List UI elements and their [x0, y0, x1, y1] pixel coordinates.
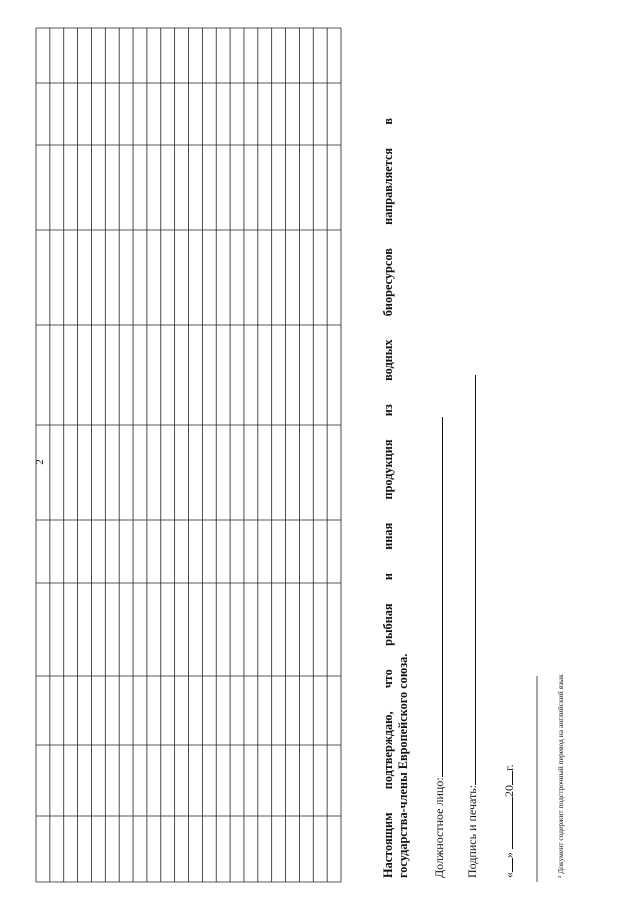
footnote: [556, 674, 565, 878]
date-close-quote: »: [502, 852, 516, 858]
footnote-text: Документ содержит подстрочный перевод на английский язык: [556, 674, 565, 874]
signature-label: Подпись и печать:: [465, 784, 479, 878]
date-open-quote: «: [502, 872, 516, 878]
footnote-mark: ²: [556, 875, 565, 878]
page-number: 2: [34, 459, 46, 465]
certification-statement-line-2: государства-члены Европейского союза.: [396, 653, 410, 878]
official-label: Должностное лицо:: [432, 777, 446, 878]
date-suffix: г.: [502, 764, 516, 771]
certification-statement-line-1: Настоящим подтверждаю, что рыбная и иная продукция из водных биоресурсов направляется в: [381, 118, 395, 878]
date-century: 20: [502, 785, 516, 797]
